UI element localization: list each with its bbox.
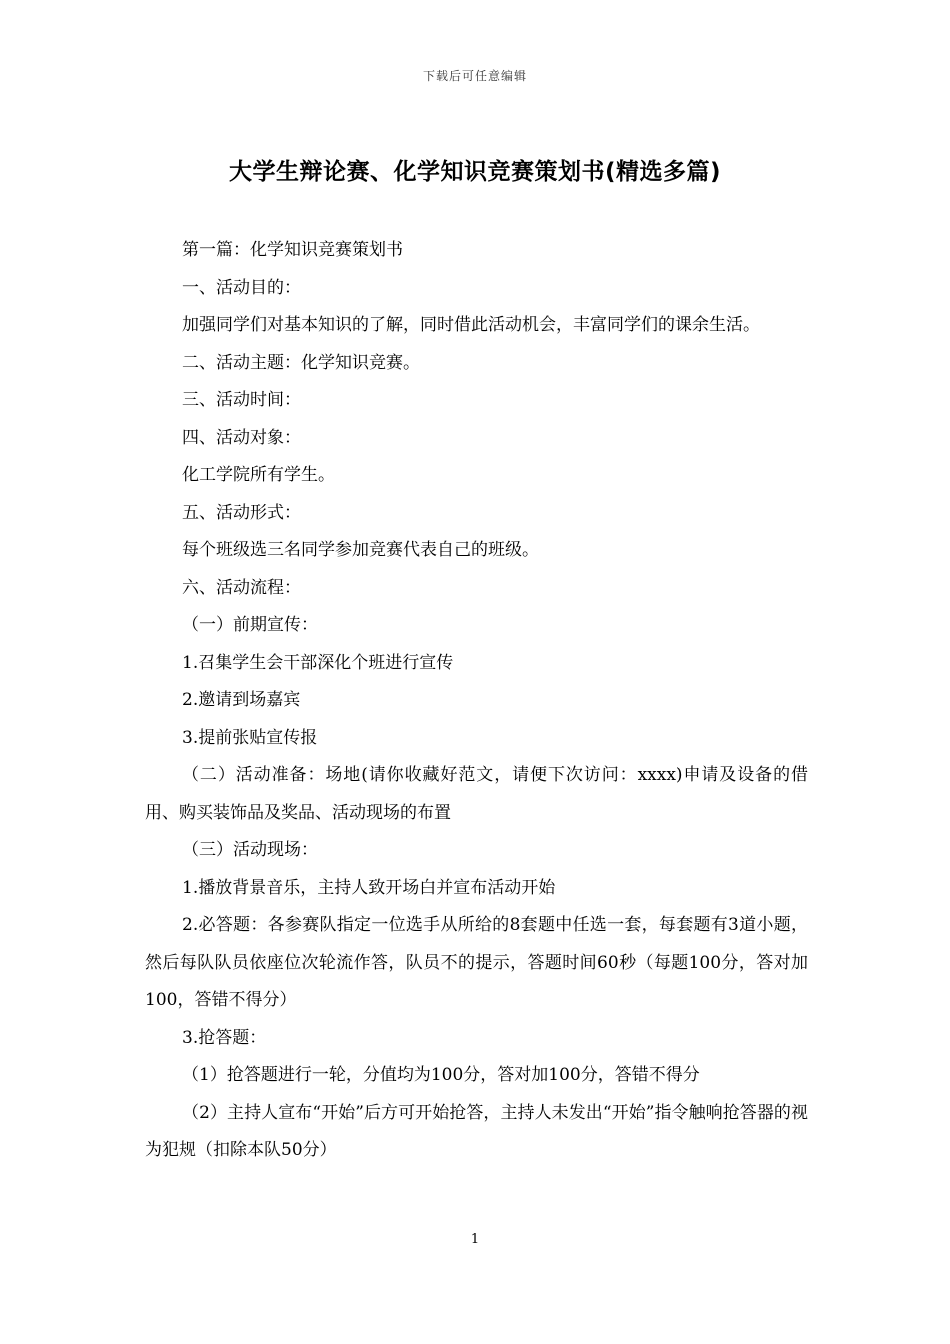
section-heading-purpose: 一、活动目的：	[182, 277, 301, 298]
paragraph-format: 每个班级选三名同学参加竞赛代表自己的班级。	[182, 540, 539, 560]
section-heading-theme: 二、活动主题：化学知识竞赛。	[182, 352, 420, 373]
section-heading-audience: 四、活动对象：	[182, 427, 301, 448]
page-number: 1	[470, 1232, 480, 1247]
list-item-promotion-1: 1.召集学生会干部深化个班进行宣传	[182, 652, 454, 673]
subheading-promotion: （一）前期宣传：	[182, 615, 318, 635]
paragraph-purpose: 加强同学们对基本知识的了解，同时借此活动机会，丰富同学们的课余生活。	[182, 315, 760, 335]
paragraph-preparation: （二）活动准备：场地(请你收藏好范文，请便下次访问：xxxx)申请及设备的借用、购买装饰品及奖品、活动现场的布置	[145, 765, 808, 823]
list-item-buzzer-rule-1: （1）抢答题进行一轮，分值均为100分，答对加100分，答错不得分	[182, 1065, 700, 1085]
page-header-note: 下载后可任意编辑	[422, 69, 527, 83]
list-item-promotion-3: 3.提前张贴宣传报	[182, 727, 318, 748]
section-heading-format: 五、活动形式：	[182, 502, 301, 523]
paragraph-audience: 化工学院所有学生。	[182, 465, 335, 485]
list-item-venue-3: 3.抢答题：	[182, 1027, 267, 1048]
list-item-buzzer-rule-2: （2）主持人宣布“开始”后方可开始抢答，主持人未发出“开始”指令触响抢答器的视为犯规（扣除本队50分）	[145, 1102, 808, 1160]
list-item-promotion-2: 2.邀请到场嘉宾	[182, 690, 301, 710]
list-item-venue-1: 1.播放背景音乐，主持人致开场白并宣布活动开始	[182, 877, 556, 898]
section-heading-time: 三、活动时间：	[182, 390, 301, 410]
subheading-venue: （三）活动现场：	[182, 840, 318, 860]
document-title: 大学生辩论赛、化学知识竞赛策划书(精选多篇)	[228, 159, 722, 185]
section-heading-part-one: 第一篇：化学知识竞赛策划书	[182, 240, 403, 260]
section-heading-process: 六、活动流程：	[182, 577, 301, 598]
document-body	[145, 232, 808, 1170]
list-item-venue-2: 2.必答题：各参赛队指定一位选手从所给的8套题中任选一套，每套题有3道小题，然后每队队员依座位次轮流作答，队员不的提示，答题时间60秒（每题100分，答对加100，答错不得分）	[145, 915, 808, 1010]
